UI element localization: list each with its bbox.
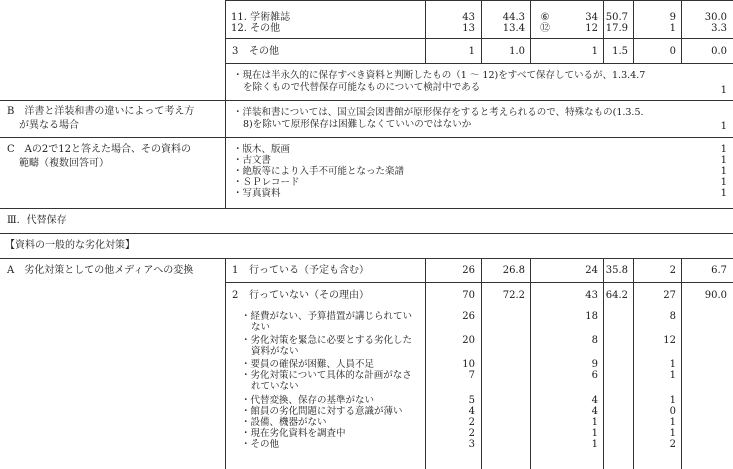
section-c-item: ・絶版等により入手不可能となった楽譜 — [233, 166, 405, 177]
reason-count-a: 7 — [468, 370, 475, 381]
item12-p1: 13.4 — [502, 23, 525, 34]
reason-line: ・代替変換、保存の基準がない — [241, 395, 375, 406]
opt1-num: 1 — [232, 265, 239, 276]
reason-count-a: 26 — [462, 311, 475, 322]
section-c-item: ・古文書 — [233, 155, 272, 166]
section-b-count: 1 — [720, 121, 727, 132]
opt2-num: 2 — [232, 290, 239, 301]
section-c-count: 1 — [720, 144, 727, 155]
section-b-comment-1: ・洋装和書については、国立国会図書館が原形保存をすると考えられるので、特殊なもの(1.3.5. — [233, 107, 644, 118]
reason-count-c: 1 — [669, 370, 676, 381]
other3-p1: 1.0 — [509, 46, 525, 57]
reason-line: ・館員の劣化問題に対する意識が薄い — [241, 406, 403, 417]
item11-p1: 44.3 — [502, 12, 525, 23]
reason-count-b: 1 — [591, 417, 598, 428]
other3-p2: 1.5 — [612, 46, 628, 57]
section-c-label-1: C Aの2で12と答えた場合、その資料の — [7, 144, 191, 155]
rule-after-b — [0, 137, 733, 138]
reason-count-c: 2 — [669, 439, 676, 450]
opt2-n3: 27 — [663, 290, 676, 301]
section-iii-subtitle: 【資料の一般的な劣化対策】 — [5, 240, 135, 251]
rule-top — [225, 0, 733, 1]
section-c-count: 1 — [720, 188, 727, 199]
reason-count-a: 5 — [468, 395, 475, 406]
col-line-left-b — [225, 100, 226, 208]
section-c-item: ・版木、版画 — [233, 144, 291, 155]
item11-n1: 43 — [462, 12, 475, 23]
item12-p2: 17.9 — [605, 23, 628, 34]
section-b-label-2: が異なる場合 — [19, 120, 79, 131]
opt1-p2: 35.8 — [605, 265, 628, 276]
reason-line: ・経費がない、予算措置が講じられてい — [241, 311, 413, 322]
item12-label: 12. その他 — [231, 23, 281, 34]
section-c-count: 1 — [720, 155, 727, 166]
item11-n2: 34 — [585, 12, 598, 23]
item11-label: 11. 学術雑誌 — [231, 12, 291, 23]
reason-line: ・その他 — [241, 439, 280, 450]
col-line-rank-a — [530, 258, 531, 469]
reason-count-b: 4 — [591, 395, 598, 406]
section-b-comment-2: 8)を除いて原形保存は困難しなくていいのではないか — [243, 119, 472, 130]
opt1-n1: 26 — [462, 265, 475, 276]
opt2-n2: 43 — [585, 290, 598, 301]
reason-line-cont: れていない — [251, 381, 299, 392]
opt2-n1: 70 — [462, 290, 475, 301]
reason-line: ・劣化対策を緊急に必要とする劣化した — [241, 335, 413, 346]
opt1-n2: 24 — [585, 265, 598, 276]
item12-n2: 12 — [585, 23, 598, 34]
opt2-p1: 72.2 — [502, 290, 525, 301]
rule-after-note — [0, 100, 733, 101]
col-line-left-a — [225, 258, 226, 469]
opt1-p3: 6.7 — [711, 265, 727, 276]
reason-line: ・設備、機器がない — [241, 417, 327, 428]
col-line-left — [225, 0, 226, 101]
reason-count-c: 1 — [669, 417, 676, 428]
reason-count-c: 8 — [669, 311, 676, 322]
reason-count-a: 2 — [468, 428, 475, 439]
reason-count-b: 4 — [591, 406, 598, 417]
reason-line-cont: ない — [251, 322, 271, 333]
item12-n1: 13 — [462, 23, 475, 34]
section-c-item: ・写真資料 — [233, 188, 281, 199]
other3-n2: 1 — [591, 46, 598, 57]
opt1-p1: 26.8 — [502, 265, 525, 276]
item12-n3: 1 — [669, 23, 676, 34]
other3-n3: 0 — [669, 46, 676, 57]
item11-rank: ⑥ — [540, 12, 550, 23]
item11-p2: 50.7 — [605, 12, 628, 23]
rule-after-title — [0, 233, 733, 234]
reason-count-a: 2 — [468, 417, 475, 428]
section-c-label-2: 範疇（複数回答可） — [19, 158, 109, 169]
section-a-label: A 劣化対策としての他メディアへの変換 — [7, 265, 194, 276]
reason-count-c: 1 — [669, 395, 676, 406]
reason-count-b: 1 — [591, 439, 598, 450]
rule-after-subtitle — [0, 258, 733, 259]
opt2-p2: 64.2 — [605, 290, 628, 301]
opt2-p3: 90.0 — [704, 290, 727, 301]
opt1-label: 行っている（予定も含む） — [249, 265, 369, 276]
reason-line: ・現在劣化資料を調査中 — [241, 428, 346, 439]
reason-line: ・劣化対策について具体的な計画がなさ — [241, 370, 412, 381]
note-line1: ・現在は半永久的に保存すべき資料と判断したもの（1 ～ 12)をすべて保存しているが、1.3.4.7 — [233, 70, 646, 81]
reason-line: ・要員の確保が困難、人員不足 — [241, 359, 375, 370]
reason-count-b: 9 — [591, 359, 598, 370]
reason-count-c: 12 — [663, 335, 676, 346]
item12-p3: 3.3 — [711, 23, 727, 34]
rule-after-other — [225, 63, 733, 64]
reason-count-c: 1 — [669, 428, 676, 439]
note-line2: を除くもので代替保存可能なものについて検討中である — [243, 82, 481, 93]
note-count: 1 — [720, 85, 727, 96]
section-c-count: 1 — [720, 177, 727, 188]
rule-after-c — [0, 208, 733, 209]
item11-n3: 9 — [669, 12, 676, 23]
reason-count-a: 4 — [468, 406, 475, 417]
reason-count-c: 0 — [669, 406, 676, 417]
reason-count-a: 20 — [462, 335, 475, 346]
section-c-item: ・ＳＰレコード — [233, 177, 300, 188]
item12-rank: ⑫ — [540, 23, 550, 34]
reason-count-b: 6 — [591, 370, 598, 381]
section-b-label-1: B 洋書と洋装和書の違いによって考え方 — [7, 106, 195, 117]
reason-count-b: 18 — [585, 311, 598, 322]
other3-n1: 1 — [468, 46, 475, 57]
rule-after-opt1 — [225, 282, 733, 283]
reason-count-b: 8 — [591, 335, 598, 346]
reason-count-b: 1 — [591, 428, 598, 439]
item11-p3: 30.0 — [704, 12, 727, 23]
reason-count-c: 1 — [669, 359, 676, 370]
section-iii-title: Ⅲ．代替保存 — [7, 215, 67, 226]
opt2-label: 行っていない（その理由） — [249, 290, 369, 301]
reason-count-a: 10 — [462, 359, 475, 370]
other3-label: その他 — [249, 46, 279, 57]
other3-p3: 0.0 — [711, 46, 727, 57]
opt1-n3: 2 — [669, 265, 676, 276]
reason-count-a: 3 — [468, 439, 475, 450]
other3-num: 3 — [232, 46, 239, 57]
rule-after-periodicals — [225, 38, 733, 39]
reason-line-cont: 資料がない — [251, 346, 299, 357]
section-c-count: 1 — [720, 166, 727, 177]
